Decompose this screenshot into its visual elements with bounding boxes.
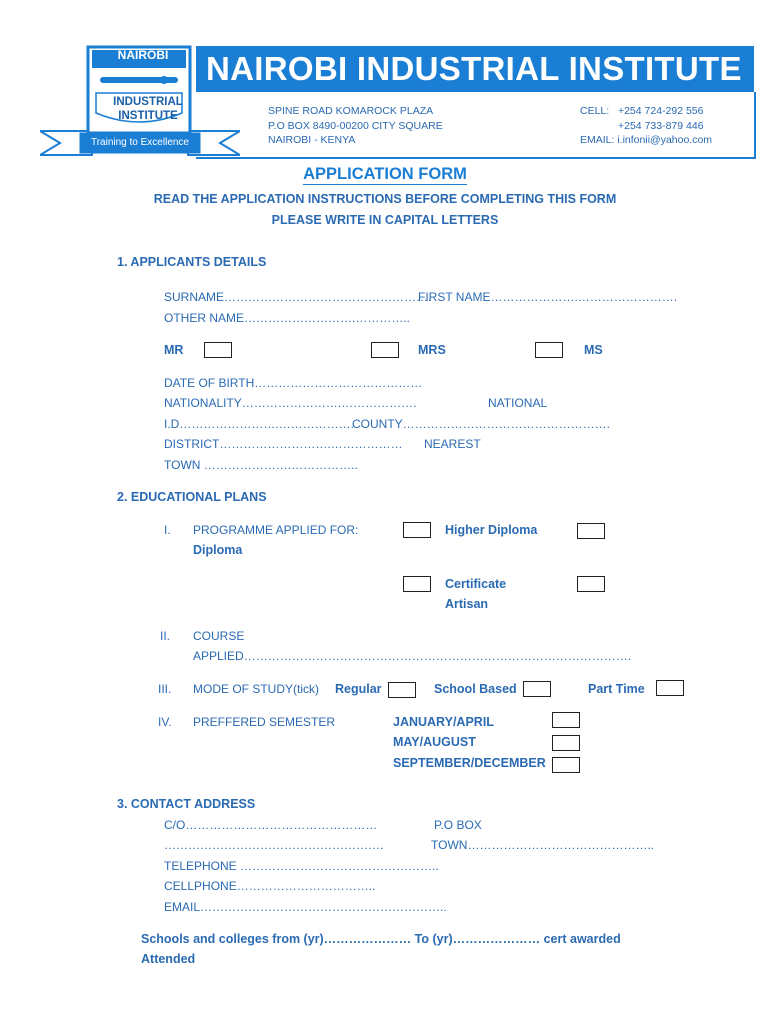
cell-label: CELL: xyxy=(580,105,610,117)
logo-mid-text-2: INSTITUTE xyxy=(118,110,178,122)
mr-label: MR xyxy=(164,343,184,357)
mrs-checkbox[interactable] xyxy=(371,342,399,358)
part-time-label: Part Time xyxy=(588,682,645,696)
higher-diploma-checkbox[interactable] xyxy=(403,522,431,538)
county-field[interactable]: COUNTY……………………………………………. xyxy=(352,417,610,431)
artisan-checkbox[interactable] xyxy=(577,576,605,592)
logo-tagline: Training to Excellence xyxy=(90,137,189,148)
mr-checkbox[interactable] xyxy=(204,342,232,358)
care-of-field-line-2[interactable]: ………………………………………………. xyxy=(164,838,384,852)
nearest-label: NEAREST xyxy=(424,437,481,451)
section-contact-heading: 3. CONTACT ADDRESS xyxy=(117,797,256,811)
attended-label: Attended xyxy=(141,952,196,966)
semester-may-august-label: MAY/AUGUST xyxy=(393,735,476,749)
surname-field[interactable]: SURNAME……………………………………………. xyxy=(164,290,432,304)
cell-number: +254 724-292 556 xyxy=(617,105,704,117)
item-number: II. xyxy=(160,629,171,643)
diploma-label: Diploma xyxy=(193,543,243,557)
mode-of-study-label: MODE OF STUDY(tick) xyxy=(193,682,319,696)
logo-top-text: NAIROBI xyxy=(117,48,169,62)
ms-checkbox[interactable] xyxy=(535,342,563,358)
address-block xyxy=(268,104,443,148)
address-line: P.O BOX 8490-00200 CITY SQUARE xyxy=(268,119,443,132)
form-title: APPLICATION FORM xyxy=(303,165,467,183)
header-rule xyxy=(196,157,756,159)
care-of-field[interactable]: C/O………………………………………… xyxy=(164,818,378,832)
item-number: IV. xyxy=(158,715,172,729)
programme-label: PROGRAMME APPLIED FOR: xyxy=(193,523,359,537)
district-field[interactable]: DISTRICT……………………….……………… xyxy=(164,437,403,451)
semester-sep-dec-label: SEPTEMBER/DECEMBER xyxy=(393,756,546,770)
address-line: NAIROBI - KENYA xyxy=(268,134,356,146)
school-based-checkbox[interactable] xyxy=(523,681,551,697)
contact-block xyxy=(580,104,712,148)
semester-jan-april-checkbox[interactable] xyxy=(552,712,580,728)
certificate-checkbox[interactable] xyxy=(403,576,431,592)
form-title-wrap xyxy=(0,165,770,184)
course-applied-field[interactable]: APPLIED……………………………………………………………………………………. xyxy=(193,649,632,663)
telephone-field[interactable]: TELEPHONE ………………………………………….. xyxy=(164,859,439,873)
regular-label: Regular xyxy=(335,682,382,696)
semester-label: PREFFERED SEMESTER xyxy=(193,715,336,729)
higher-diploma-label: Higher Diploma xyxy=(445,523,538,537)
part-time-checkbox[interactable] xyxy=(656,680,684,696)
item-number: III. xyxy=(158,682,172,696)
semester-jan-april-label: JANUARY/APRIL xyxy=(393,715,494,729)
town-field[interactable]: TOWN ………………….…………….. xyxy=(164,458,358,472)
id-field[interactable]: I.D…………………….………………. xyxy=(164,417,355,431)
course-label: COURSE xyxy=(193,629,245,643)
regular-checkbox[interactable] xyxy=(388,682,416,698)
school-based-label: School Based xyxy=(434,682,517,696)
po-box-label: P.O BOX xyxy=(434,818,482,832)
contact-town-field[interactable]: TOWN……………………………………….. xyxy=(431,838,655,852)
section-applicants-heading: 1. APPLICANTS DETAILS xyxy=(117,255,267,269)
diploma-checkbox[interactable] xyxy=(577,523,605,539)
item-number: I. xyxy=(164,523,171,537)
ms-label: MS xyxy=(584,343,603,357)
artisan-label: Artisan xyxy=(445,597,489,611)
semester-may-august-checkbox[interactable] xyxy=(552,735,580,751)
certificate-label: Certificate xyxy=(445,577,507,591)
instruction-line-2: PLEASE WRITE IN CAPITAL LETTERS xyxy=(271,213,499,227)
address-line: SPINE ROAD KOMAROCK PLAZA xyxy=(268,105,434,117)
email-field[interactable]: EMAIL…………………………………………………….. xyxy=(164,900,447,914)
institute-title: NAIROBI INDUSTRIAL INSTITUTE xyxy=(206,50,742,87)
email-address: EMAIL: i.infonii@yahoo.com xyxy=(580,134,713,146)
date-of-birth-field[interactable]: DATE OF BIRTH…………………………………… xyxy=(164,376,423,390)
schools-attended-line[interactable]: Schools and colleges from (yr)………………… To (yr)………………… cert awarded xyxy=(141,932,621,946)
other-name-field[interactable]: OTHER NAME……………………….………….. xyxy=(164,311,411,325)
cellphone-field[interactable]: CELLPHONE…………………………….. xyxy=(164,879,376,893)
cell-number: +254 733-879 446 xyxy=(618,119,704,132)
semester-sep-dec-checkbox[interactable] xyxy=(552,757,580,773)
logo-mid-text-1: INDUSTRIAL xyxy=(113,96,183,108)
instruction-line-1: READ THE APPLICATION INSTRUCTIONS BEFORE COMPLETING THIS FORM xyxy=(153,192,617,206)
mrs-label: MRS xyxy=(418,343,446,357)
national-label: NATIONAL xyxy=(488,396,548,410)
nationality-field[interactable]: NATIONALITY…………………….………………. xyxy=(164,396,417,410)
first-name-field[interactable]: FIRST NAME………………….……………………. xyxy=(418,290,678,304)
section-educational-heading: 2. EDUCATIONAL PLANS xyxy=(117,490,267,504)
